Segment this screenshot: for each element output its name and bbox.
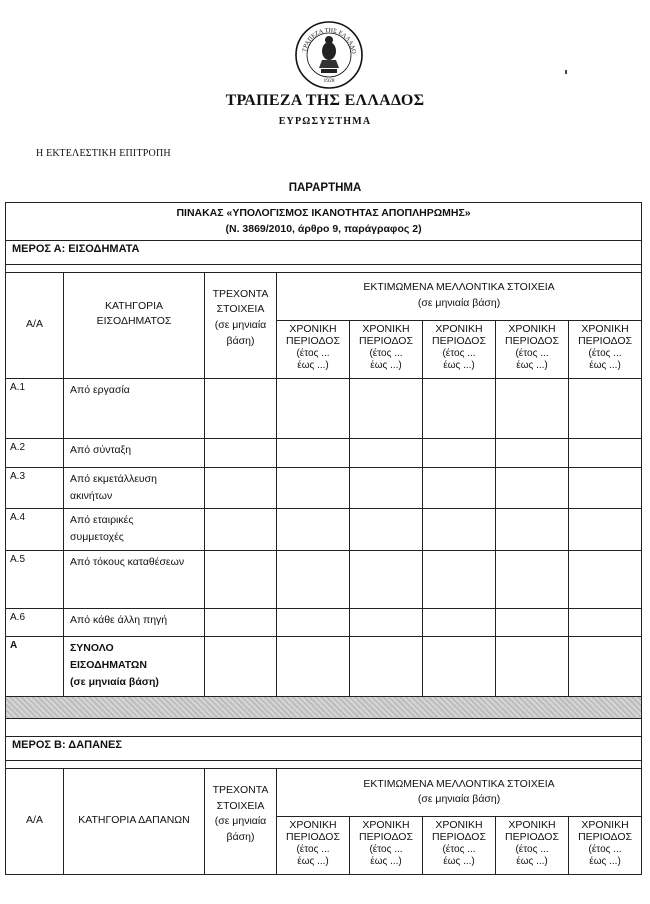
bank-seal-logo xyxy=(294,20,364,90)
part-a-col-estimated xyxy=(277,272,642,320)
period-value-cell[interactable] xyxy=(350,467,423,509)
period-total-cell[interactable] xyxy=(569,636,642,696)
row-label: Από εκμετάλλευση ακινήτων xyxy=(64,467,205,509)
period-value-cell[interactable] xyxy=(350,509,423,551)
svg-text:ΤΡΑΠΕΖΑ ΤΗΣ ΕΛΛΑΔΟΣ: ΤΡΑΠΕΖΑ ΤΗΣ ΕΛΛΑΔΟ xyxy=(301,26,358,55)
income-row xyxy=(6,550,642,608)
part-b-col-current-line2: ΣΤΟΙΧΕΙΑ xyxy=(216,799,265,812)
part-a-col-aa: Α/Α xyxy=(6,272,64,378)
table-title-row xyxy=(6,203,642,241)
part-a-col-current-line4: βάση) xyxy=(226,334,255,347)
part-b-col-current-line1: ΤΡΕΧΟΝΤΑ xyxy=(212,783,269,796)
part-b-period-header: ΧΡΟΝΙΚΗ ΠΕΡΙΟΔΟΣ (έτος ... έως ...) xyxy=(350,816,423,874)
period-value-cell[interactable] xyxy=(423,608,496,636)
period-value-cell[interactable] xyxy=(496,608,569,636)
current-value-cell[interactable] xyxy=(205,378,277,438)
part-a-period-header: ΧΡΟΝΙΚΗ ΠΕΡΙΟΔΟΣ (έτος ... έως ...) xyxy=(569,320,642,378)
part-a-col-current-line1: ΤΡΕΧΟΝΤΑ xyxy=(212,287,269,300)
period-value-cell[interactable] xyxy=(277,608,350,636)
part-a-period-header: ΧΡΟΝΙΚΗ ΠΕΡΙΟΔΟΣ (έτος ... έως ...) xyxy=(496,320,569,378)
current-total-cell[interactable] xyxy=(205,636,277,696)
income-row xyxy=(6,438,642,467)
current-value-cell[interactable] xyxy=(205,438,277,467)
income-row xyxy=(6,467,642,509)
part-a-heading-gap xyxy=(6,264,642,272)
table-title: ΠΙΝΑΚΑΣ «ΥΠΟΛΟΓΙΣΜΟΣ ΙΚΑΝΟΤΗΤΑΣ ΑΠΟΠΛΗΡΩΜΗΣ» xyxy=(176,207,471,219)
solvency-table xyxy=(5,202,642,875)
executive-committee-label: Η ΕΚΤΕΛΕΣΤΙΚΗ ΕΠΙΤΡΟΠΗ xyxy=(36,148,171,159)
svg-text:1928: 1928 xyxy=(323,78,335,84)
bank-name: ΤΡΑΠΕΖΑ ΤΗΣ ΕΛΛΑΔΟΣ xyxy=(225,92,425,109)
part-b-period-header: ΧΡΟΝΙΚΗ ΠΕΡΙΟΔΟΣ (έτος ... έως ...) xyxy=(277,816,350,874)
part-a-col-category-line1: ΚΑΤΗΓΟΡΙΑ xyxy=(104,299,164,312)
part-b-col-estimated-sub: (σε μηνιαία βάση) xyxy=(417,793,501,806)
period-value-cell[interactable] xyxy=(423,467,496,509)
row-number: Α.1 xyxy=(6,378,64,438)
period-value-cell[interactable] xyxy=(569,378,642,438)
period-value-cell[interactable] xyxy=(277,438,350,467)
part-a-col-estimated-sub: (σε μηνιαία βάση) xyxy=(417,297,501,310)
part-a-heading: ΜΕΡΟΣ Α: ΕΙΣΟΔΗΜΑΤΑ xyxy=(6,240,642,264)
period-value-cell[interactable] xyxy=(277,467,350,509)
part-b-col-current-line4: βάση) xyxy=(226,831,255,844)
part-a-col-category-line2: ΕΙΣΟΔΗΜΑΤΟΣ xyxy=(96,315,172,328)
part-b-period-header: ΧΡΟΝΙΚΗ ΠΕΡΙΟΔΟΣ (έτος ... έως ...) xyxy=(569,816,642,874)
period-value-cell[interactable] xyxy=(496,467,569,509)
current-value-cell[interactable] xyxy=(205,509,277,551)
row-number: Α.3 xyxy=(6,467,64,509)
period-total-cell[interactable] xyxy=(423,636,496,696)
part-b-col-estimated-title: ΕΚΤΙΜΩΜΕΝΑ ΜΕΛΛΟΝΤΙΚΑ ΣΤΟΙΧΕΙΑ xyxy=(363,777,555,790)
income-total-row xyxy=(6,636,642,696)
row-number: Α.6 xyxy=(6,608,64,636)
income-row xyxy=(6,509,642,551)
part-b-heading-gap xyxy=(6,760,642,768)
period-value-cell[interactable] xyxy=(277,378,350,438)
period-value-cell[interactable] xyxy=(569,608,642,636)
period-value-cell[interactable] xyxy=(423,550,496,608)
table-title-cell xyxy=(6,203,642,241)
row-label: Από κάθε άλλη πηγή xyxy=(64,608,205,636)
income-row xyxy=(6,608,642,636)
scan-speck xyxy=(565,70,567,74)
part-b-heading: ΜΕΡΟΣ Β: ΔΑΠΑΝΕΣ xyxy=(6,736,642,760)
period-value-cell[interactable] xyxy=(569,467,642,509)
period-value-cell[interactable] xyxy=(350,378,423,438)
period-value-cell[interactable] xyxy=(569,550,642,608)
part-a-col-estimated-title: ΕΚΤΙΜΩΜΕΝΑ ΜΕΛΛΟΝΤΙΚΑ ΣΤΟΙΧΕΙΑ xyxy=(363,281,555,294)
period-value-cell[interactable] xyxy=(350,550,423,608)
part-b-period-header: ΧΡΟΝΙΚΗ ΠΕΡΙΟΔΟΣ (έτος ... έως ...) xyxy=(423,816,496,874)
period-value-cell[interactable] xyxy=(496,550,569,608)
row-label: Από σύνταξη xyxy=(64,438,205,467)
period-value-cell[interactable] xyxy=(277,509,350,551)
current-value-cell[interactable] xyxy=(205,550,277,608)
part-a-period-header: ΧΡΟΝΙΚΗ ΠΕΡΙΟΔΟΣ (έτος ... έως ...) xyxy=(277,320,350,378)
part-a-col-category xyxy=(64,272,205,378)
period-value-cell[interactable] xyxy=(423,509,496,551)
part-b-col-current-line3: (σε μηνιαία xyxy=(214,815,267,828)
row-number: Α.2 xyxy=(6,438,64,467)
period-total-cell[interactable] xyxy=(496,636,569,696)
section-separator-band xyxy=(6,696,642,718)
row-label: Από τόκους καταθέσεων xyxy=(64,550,205,608)
period-value-cell[interactable] xyxy=(350,438,423,467)
total-row-number: Α xyxy=(6,636,64,696)
part-a-col-current-line2: ΣΤΟΙΧΕΙΑ xyxy=(216,303,265,316)
part-b-col-aa: Α/Α xyxy=(6,768,64,874)
current-value-cell[interactable] xyxy=(205,608,277,636)
part-b-col-current xyxy=(205,768,277,874)
table-subtitle: (Ν. 3869/2010, άρθρο 9, παράγραφος 2) xyxy=(225,223,422,236)
section-gap xyxy=(6,718,642,736)
row-number: Α.4 xyxy=(6,509,64,551)
period-value-cell[interactable] xyxy=(423,438,496,467)
row-number: Α.5 xyxy=(6,550,64,608)
period-value-cell[interactable] xyxy=(569,509,642,551)
period-value-cell[interactable] xyxy=(496,378,569,438)
part-b-period-header: ΧΡΟΝΙΚΗ ΠΕΡΙΟΔΟΣ (έτος ... έως ...) xyxy=(496,816,569,874)
current-value-cell[interactable] xyxy=(205,467,277,509)
eurosystem-label: ΕΥΡΩΣΥΣΤΗΜΑ xyxy=(278,116,372,127)
period-total-cell[interactable] xyxy=(277,636,350,696)
period-value-cell[interactable] xyxy=(277,550,350,608)
part-a-period-header: ΧΡΟΝΙΚΗ ΠΕΡΙΟΔΟΣ (έτος ... έως ...) xyxy=(350,320,423,378)
row-label: Από εταιρικές συμμετοχές xyxy=(64,509,205,551)
period-value-cell[interactable] xyxy=(496,438,569,467)
total-row-label: ΣΥΝΟΛΟ ΕΙΣΟΔΗΜΑΤΩΝ (σε μηνιαία βάση) xyxy=(64,636,205,696)
part-b-col-estimated xyxy=(277,768,642,816)
part-b-col-category: ΚΑΤΗΓΟΡΙΑ ΔΑΠΑΝΩΝ xyxy=(64,768,205,874)
period-value-cell[interactable] xyxy=(350,608,423,636)
part-a-col-current xyxy=(205,272,277,378)
period-value-cell[interactable] xyxy=(423,378,496,438)
period-value-cell[interactable] xyxy=(569,438,642,467)
income-row xyxy=(6,378,642,438)
annex-title: ΠΑΡΑΡΤΗΜΑ xyxy=(288,182,362,194)
part-a-col-current-line3: (σε μηνιαία xyxy=(214,319,267,332)
part-a-period-header: ΧΡΟΝΙΚΗ ΠΕΡΙΟΔΟΣ (έτος ... έως ...) xyxy=(423,320,496,378)
period-total-cell[interactable] xyxy=(350,636,423,696)
row-label: Από εργασία xyxy=(64,378,205,438)
period-value-cell[interactable] xyxy=(496,509,569,551)
